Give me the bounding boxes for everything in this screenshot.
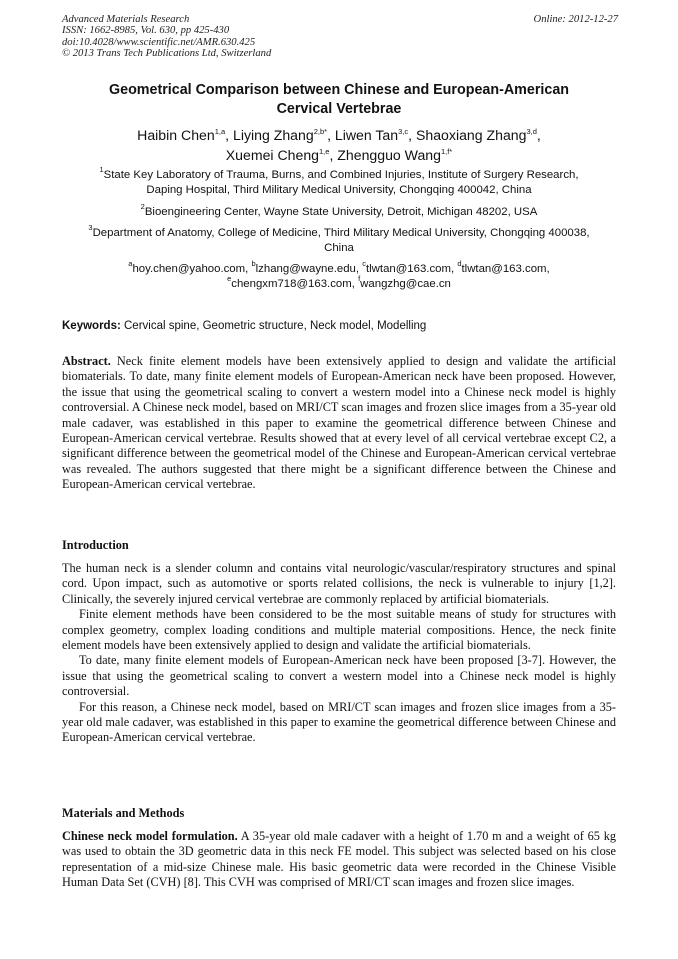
email-sup: b (251, 259, 256, 268)
introduction-heading: Introduction (62, 538, 129, 552)
author-name: Zhengguo Wang (337, 147, 441, 163)
author-sup: 1,a (214, 127, 226, 136)
title-line-1: Geometrical Comparison between Chinese and European-American (109, 82, 569, 98)
author-list (62, 125, 616, 165)
email-sep: , (245, 263, 252, 275)
email-sep: , (351, 278, 359, 291)
abstract (62, 354, 616, 493)
keywords-label: Keywords: (62, 320, 121, 332)
email-link[interactable]: tlwtan@163.com (461, 263, 547, 275)
author-name: Shaoxiang Zhang (415, 127, 527, 143)
email-link[interactable]: chengxm718@163.com (231, 278, 352, 291)
methods-heading: Materials and Methods (62, 806, 185, 820)
author-sep: , (408, 127, 416, 143)
affiliation-2 (62, 202, 616, 220)
author-sep: , (536, 127, 541, 143)
affiliation-line: State Key Laboratory of Trauma, Burns, and Combined Injuries, Institute of Surgery Research, (103, 169, 579, 181)
email-link[interactable]: lzhang@wayne.edu (255, 263, 356, 275)
author-name: Haibin Chen (137, 127, 215, 143)
email-link[interactable]: hoy.chen@yahoo.com (132, 263, 246, 275)
methods-body (62, 829, 616, 891)
author-sup: 1,e (319, 147, 330, 156)
affiliation-1 (62, 165, 616, 199)
email-sep: , (355, 263, 363, 275)
email-sup: f (358, 274, 361, 284)
abstract-text: Neck finite element models have been extensively applied to design and validate the artificial biomaterials. To date, many finite element models of European-American neck have been proposed. However, the issue that using the geometrical scaling to convert a western model into a Chinese neck model is highly controversial. A Chinese neck model, based on MRI/CT scan images and frozen slice images from a 35-year old male cadaver, was established in this paper to examine the geometrical difference between Chinese and European-American cervical vertebrae. Results showed that at every level of all cervical vertebrae except C2, a significant difference between the geometrical model of the Chinese and European-American cervical vertebrae was revealed. The authors suggested that there might be a significant difference between the Chinese and European-American cervical vertebrae. (62, 354, 616, 492)
email-sup: c (362, 259, 366, 268)
abstract-label: Abstract. (62, 354, 111, 368)
affiliation-line: Department of Anatomy, College of Medicine, Third Military Medical University, Chongqing 400038, (92, 227, 590, 239)
title-line-2: Cervical Vertebrae (276, 101, 402, 117)
email-sep: , (451, 263, 458, 275)
affiliation-3 (62, 223, 616, 257)
intro-paragraph-3: To date, many finite element models of European-American neck have been proposed [3-7]. However, the issue that using the geometrical scaling to convert a western model into a Chinese neck model is highly controversial. (62, 653, 616, 699)
journal-name: Advanced Materials Research (62, 14, 190, 25)
methods-subheading: Chinese neck model formulation. (62, 829, 238, 843)
intro-paragraph-2: Finite element methods have been considered to be the most suitable means of study for structures with complex geometry, complex loading conditions and multiple material compositions. Hence, the neck finite element models have been extensively applied to design and validate the artificial biomaterials. (62, 607, 616, 653)
author-name: Liwen Tan (334, 127, 399, 143)
author-sup: 3,c (398, 127, 409, 136)
email-sup: e (227, 274, 232, 284)
keywords-text: Cervical spine, Geometric structure, Neck model, Modelling (120, 320, 427, 332)
email-sep: , (546, 263, 550, 275)
affiliation-sup: 1 (99, 165, 104, 174)
intro-paragraph-4: For this reason, a Chinese neck model, based on MRI/CT scan images and frozen slice images from a 35-year old male cadaver, was established in this paper to examine the geometrical difference between Chinese and European-American cervical vertebrae. (62, 699, 616, 745)
online-date: Online: 2012-12-27 (533, 14, 618, 25)
affiliation-sup: 3 (88, 223, 93, 232)
introduction-body (62, 561, 616, 746)
author-sup: 2,b* (313, 127, 328, 136)
affiliation-line: China (324, 242, 354, 255)
author-name: Xuemei Cheng (225, 147, 319, 163)
email-sup: d (457, 259, 462, 268)
author-sep: , (329, 147, 338, 163)
affiliation-line: Daping Hospital, Third Military Medical University, Chongqing 400042, China (146, 184, 532, 197)
email-link[interactable]: wangzhg@cae.cn (360, 278, 451, 291)
methods-text: A 35-year old male cadaver with a height of 1.70 m and a weight of 65 kg was used to obtain the 3D geometric data in this neck FE model. This subject was selected based on his close representation of a mid-size Chinese male. His basic geometric data were recorded in the Chinese Visible Human Data Set (CVH) [8]. This CVH was comprised of MRI/CT scan images and frozen slice images. (62, 829, 616, 890)
copyright: © 2013 Trans Tech Publications Ltd, Switzerland (62, 48, 272, 60)
author-sep: , (225, 127, 233, 143)
email-link[interactable]: tlwtan@163.com (365, 263, 451, 275)
affiliation-sup: 2 (140, 202, 145, 211)
author-name: Liying Zhang (233, 127, 314, 143)
author-sep: , (327, 127, 335, 143)
keywords (62, 319, 616, 334)
journal-header (62, 14, 618, 60)
doi: doi:10.4028/www.scientific.net/AMR.630.425 (62, 36, 256, 48)
paper-title (62, 81, 616, 119)
email-sup: a (128, 259, 133, 268)
intro-paragraph-1: The human neck is a slender column and contains vital neurologic/vascular/respiratory structures and spinal cord. Upon impact, such as automotive or sports related collisions, the neck is vulnerable to injury [1,2]. Clinically, the severely injured cervical vertebrae are commonly replaced by artificial biomaterials. (62, 561, 616, 606)
affiliation-line: Bioengineering Center, Wayne State University, Detroit, Michigan 48202, USA (144, 206, 538, 218)
author-sup: 1,f* (440, 147, 453, 156)
issn: ISSN: 1662-8985, Vol. 630, pp 425-430 (62, 25, 230, 37)
email-list (62, 259, 616, 293)
author-sup: 3,d (526, 127, 537, 136)
